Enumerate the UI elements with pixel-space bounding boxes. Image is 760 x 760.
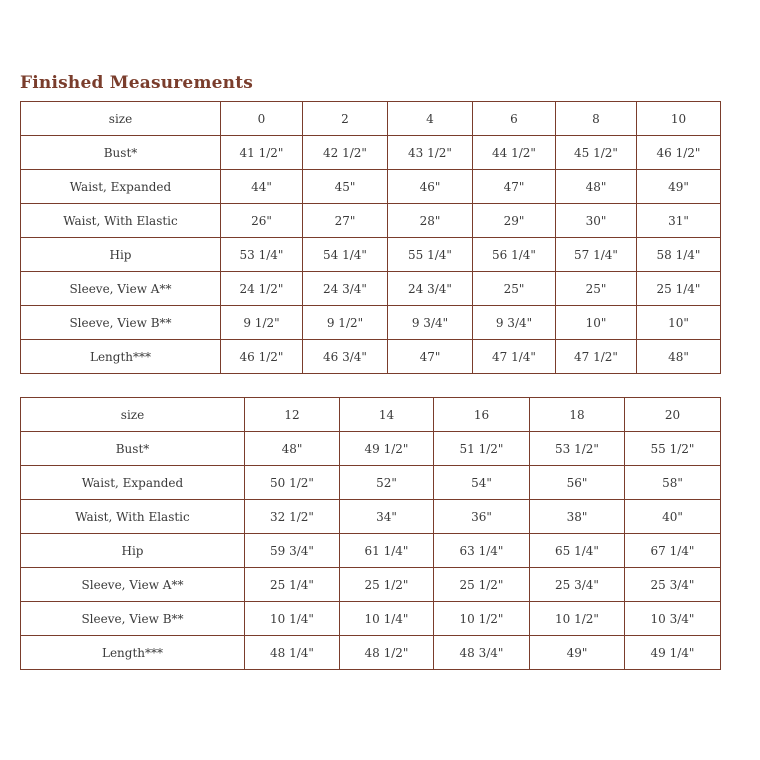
measurement-value: 58 1/4"	[637, 238, 721, 272]
measurement-value: 52"	[340, 466, 434, 500]
size-column-header: 2	[303, 102, 388, 136]
measurement-value: 49 1/2"	[340, 432, 434, 466]
measurement-value: 45"	[303, 170, 388, 204]
size-column-header: 10	[637, 102, 721, 136]
table-row	[21, 636, 721, 670]
measurement-value: 43 1/2"	[388, 136, 473, 170]
measurement-value: 24 1/2"	[221, 272, 303, 306]
size-column-header: 16	[434, 398, 530, 432]
measurement-label: Sleeve, View A**	[21, 272, 221, 306]
measurement-value: 31"	[637, 204, 721, 238]
size-column-header: 0	[221, 102, 303, 136]
measurement-label: Length***	[21, 636, 245, 670]
measurement-value: 48"	[637, 340, 721, 374]
measurement-value: 46 1/2"	[637, 136, 721, 170]
measurement-value: 48 3/4"	[434, 636, 530, 670]
measurement-label: Waist, Expanded	[21, 170, 221, 204]
table-row	[21, 136, 721, 170]
measurement-value: 29"	[473, 204, 556, 238]
measurement-value: 25 3/4"	[530, 568, 625, 602]
size-column-header: 20	[625, 398, 721, 432]
measurements-table-small-sizes	[20, 101, 721, 374]
measurement-label: Sleeve, View A**	[21, 568, 245, 602]
page-title: Finished Measurements	[20, 73, 254, 93]
measurement-label: Sleeve, View B**	[21, 306, 221, 340]
measurement-value: 30"	[556, 204, 637, 238]
measurement-value: 25 1/2"	[434, 568, 530, 602]
measurement-value: 63 1/4"	[434, 534, 530, 568]
measurement-value: 9 1/2"	[303, 306, 388, 340]
table-row	[21, 238, 721, 272]
table-row	[21, 170, 721, 204]
measurement-value: 10 1/4"	[340, 602, 434, 636]
table-row	[21, 204, 721, 238]
size-column-header: 6	[473, 102, 556, 136]
measurement-value: 50 1/2"	[245, 466, 340, 500]
size-header-row	[21, 398, 721, 432]
measurement-label: Waist, With Elastic	[21, 204, 221, 238]
measurement-value: 54 1/4"	[303, 238, 388, 272]
measurement-value: 44"	[221, 170, 303, 204]
measurement-value: 46 3/4"	[303, 340, 388, 374]
measurement-value: 47"	[473, 170, 556, 204]
measurement-label: Bust*	[21, 432, 245, 466]
measurement-value: 24 3/4"	[303, 272, 388, 306]
measurement-value: 28"	[388, 204, 473, 238]
measurement-value: 48"	[556, 170, 637, 204]
measurement-value: 53 1/4"	[221, 238, 303, 272]
measurement-value: 49"	[530, 636, 625, 670]
measurement-value: 25 1/4"	[637, 272, 721, 306]
size-column-header: 14	[340, 398, 434, 432]
measurement-value: 25 3/4"	[625, 568, 721, 602]
measurement-value: 10 1/2"	[530, 602, 625, 636]
measurement-value: 10"	[556, 306, 637, 340]
table-row	[21, 602, 721, 636]
table-row	[21, 340, 721, 374]
size-header-label: size	[21, 398, 245, 432]
measurement-value: 48"	[245, 432, 340, 466]
measurement-value: 51 1/2"	[434, 432, 530, 466]
measurement-value: 49"	[637, 170, 721, 204]
measurement-value: 25 1/2"	[340, 568, 434, 602]
table-row	[21, 272, 721, 306]
measurements-table-large-sizes	[20, 397, 721, 670]
measurement-value: 47"	[388, 340, 473, 374]
measurement-value: 44 1/2"	[473, 136, 556, 170]
table-row	[21, 500, 721, 534]
measurement-value: 53 1/2"	[530, 432, 625, 466]
measurement-value: 9 1/2"	[221, 306, 303, 340]
size-column-header: 18	[530, 398, 625, 432]
size-header-row	[21, 102, 721, 136]
measurement-value: 10 1/4"	[245, 602, 340, 636]
measurement-value: 10 3/4"	[625, 602, 721, 636]
measurement-value: 56"	[530, 466, 625, 500]
measurement-value: 40"	[625, 500, 721, 534]
measurement-value: 55 1/4"	[388, 238, 473, 272]
size-column-header: 4	[388, 102, 473, 136]
measurement-value: 58"	[625, 466, 721, 500]
measurement-value: 10 1/2"	[434, 602, 530, 636]
measurement-value: 67 1/4"	[625, 534, 721, 568]
measurement-label: Length***	[21, 340, 221, 374]
measurement-value: 57 1/4"	[556, 238, 637, 272]
measurement-value: 46 1/2"	[221, 340, 303, 374]
measurement-label: Bust*	[21, 136, 221, 170]
measurement-value: 54"	[434, 466, 530, 500]
measurement-label: Waist, Expanded	[21, 466, 245, 500]
size-column-header: 12	[245, 398, 340, 432]
measurement-value: 27"	[303, 204, 388, 238]
measurement-value: 45 1/2"	[556, 136, 637, 170]
measurement-value: 61 1/4"	[340, 534, 434, 568]
measurement-value: 9 3/4"	[388, 306, 473, 340]
table-row	[21, 568, 721, 602]
measurement-value: 42 1/2"	[303, 136, 388, 170]
measurement-label: Sleeve, View B**	[21, 602, 245, 636]
measurement-value: 34"	[340, 500, 434, 534]
measurement-value: 38"	[530, 500, 625, 534]
table-row	[21, 466, 721, 500]
measurement-value: 9 3/4"	[473, 306, 556, 340]
measurement-label: Hip	[21, 238, 221, 272]
measurement-value: 47 1/2"	[556, 340, 637, 374]
measurement-label: Waist, With Elastic	[21, 500, 245, 534]
size-column-header: 8	[556, 102, 637, 136]
measurement-value: 25"	[473, 272, 556, 306]
measurement-value: 48 1/2"	[340, 636, 434, 670]
measurement-value: 65 1/4"	[530, 534, 625, 568]
table-row	[21, 432, 721, 466]
measurement-value: 32 1/2"	[245, 500, 340, 534]
size-header-label: size	[21, 102, 221, 136]
table-row	[21, 306, 721, 340]
measurement-value: 46"	[388, 170, 473, 204]
measurement-value: 55 1/2"	[625, 432, 721, 466]
measurement-label: Hip	[21, 534, 245, 568]
measurement-value: 25"	[556, 272, 637, 306]
measurement-value: 24 3/4"	[388, 272, 473, 306]
measurement-value: 26"	[221, 204, 303, 238]
measurement-value: 49 1/4"	[625, 636, 721, 670]
measurement-value: 47 1/4"	[473, 340, 556, 374]
measurement-value: 10"	[637, 306, 721, 340]
table-row	[21, 534, 721, 568]
measurement-value: 48 1/4"	[245, 636, 340, 670]
measurement-value: 25 1/4"	[245, 568, 340, 602]
measurement-value: 56 1/4"	[473, 238, 556, 272]
measurement-value: 41 1/2"	[221, 136, 303, 170]
measurement-value: 36"	[434, 500, 530, 534]
measurement-value: 59 3/4"	[245, 534, 340, 568]
